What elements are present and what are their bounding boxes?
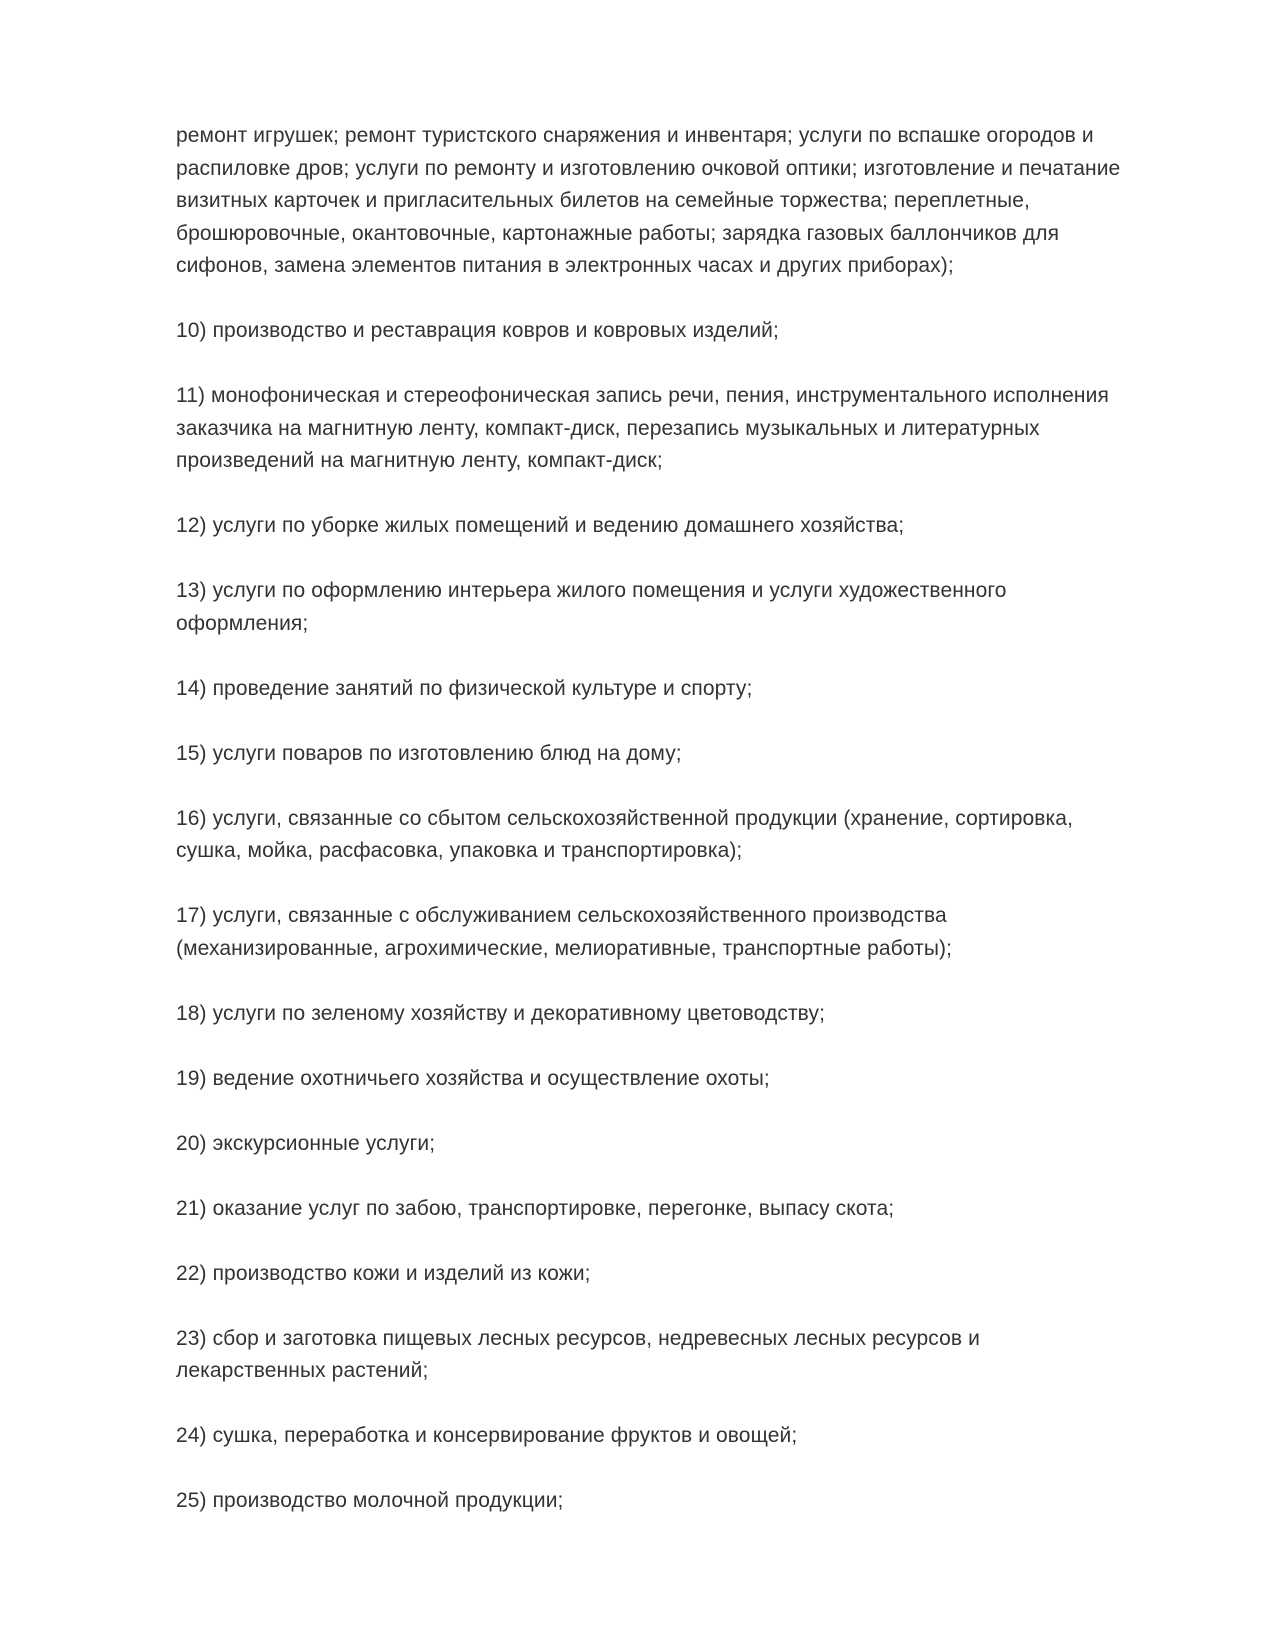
document-body <box>176 120 1186 1550</box>
text-line: 20) экскурсионные услуги; <box>176 1131 436 1155</box>
list-item-12 <box>176 510 1186 543</box>
text-line: 24) сушка, переработка и консервирование фруктов и овощей; <box>176 1424 798 1447</box>
text-line: (механизированные, агрохимические, мелиоративные, транспортные работы); <box>176 936 953 960</box>
text-line: 15) услуги поваров по изготовлению блюд на дому; <box>176 741 682 765</box>
list-item-25 <box>176 1485 1186 1518</box>
list-item-11 <box>176 380 1186 478</box>
list-item-17 <box>176 900 1186 965</box>
text-line: 22) производство кожи и изделий из кожи; <box>176 1261 591 1285</box>
text-line: 14) проведение занятий по физической культуре и спорту; <box>176 676 753 700</box>
text-line: 21) оказание услуг по забою, транспортировке, перегонке, выпасу скота; <box>176 1196 895 1220</box>
list-item-21 <box>176 1193 1186 1226</box>
list-item-22 <box>176 1258 1186 1291</box>
text-line: заказчика на магнитную ленту, компакт-диск, перезапись музыкальных и литературных <box>176 416 1040 440</box>
text-line: распиловке дров; услуги по ремонту и изготовлению очковой оптики; изготовление и печатание <box>176 156 1121 180</box>
text-line: сифонов, замена элементов питания в электронных часах и других приборах); <box>176 254 954 277</box>
paragraph-continuation <box>176 120 1186 283</box>
list-item-19 <box>176 1063 1186 1096</box>
list-item-14 <box>176 673 1186 706</box>
text-line: 10) производство и реставрация ковров и ковровых изделий; <box>176 319 779 342</box>
text-line: 23) сбор и заготовка пищевых лесных ресурсов, недревесных лесных ресурсов и <box>176 1326 980 1350</box>
list-item-23 <box>176 1323 1186 1388</box>
list-item-13 <box>176 575 1186 640</box>
text-line: произведений на магнитную ленту, компакт-диск; <box>176 449 663 472</box>
text-line: 16) услуги, связанные со сбытом сельскохозяйственной продукции (хранение, сортировка, <box>176 806 1074 830</box>
text-line: визитных карточек и пригласительных билетов на семейные торжества; переплетные, <box>176 189 1030 212</box>
list-item-10 <box>176 315 1186 348</box>
text-line: 25) производство молочной продукции; <box>176 1489 564 1512</box>
text-line: 17) услуги, связанные с обслуживанием сельскохозяйственного производства <box>176 904 947 927</box>
text-line: ремонт игрушек; ремонт туристского снаряжения и инвентаря; услуги по вспашке огородов и <box>176 124 1094 147</box>
list-item-18 <box>176 998 1186 1031</box>
list-item-20 <box>176 1128 1186 1161</box>
text-line: 13) услуги по оформлению интерьера жилого помещения и услуги художественного <box>176 579 1007 602</box>
text-line: 11) монофоническая и стереофоническая запись речи, пения, инструментального исполнения <box>176 384 1109 407</box>
text-line: 12) услуги по уборке жилых помещений и ведению домашнего хозяйства; <box>176 514 905 537</box>
text-line: оформления; <box>176 611 309 635</box>
text-line: лекарственных растений; <box>176 1359 429 1382</box>
text-line: 19) ведение охотничьего хозяйства и осуществление охоты; <box>176 1066 770 1090</box>
list-item-24 <box>176 1420 1186 1453</box>
text-line: брошюровочные, окантовочные, картонажные работы; зарядка газовых баллончиков для <box>176 221 1060 245</box>
list-item-15 <box>176 738 1186 771</box>
list-item-16 <box>176 803 1186 868</box>
text-line: сушка, мойка, расфасовка, упаковка и транспортировка); <box>176 839 743 862</box>
text-line: 18) услуги по зеленому хозяйству и декоративному цветоводству; <box>176 1001 826 1025</box>
